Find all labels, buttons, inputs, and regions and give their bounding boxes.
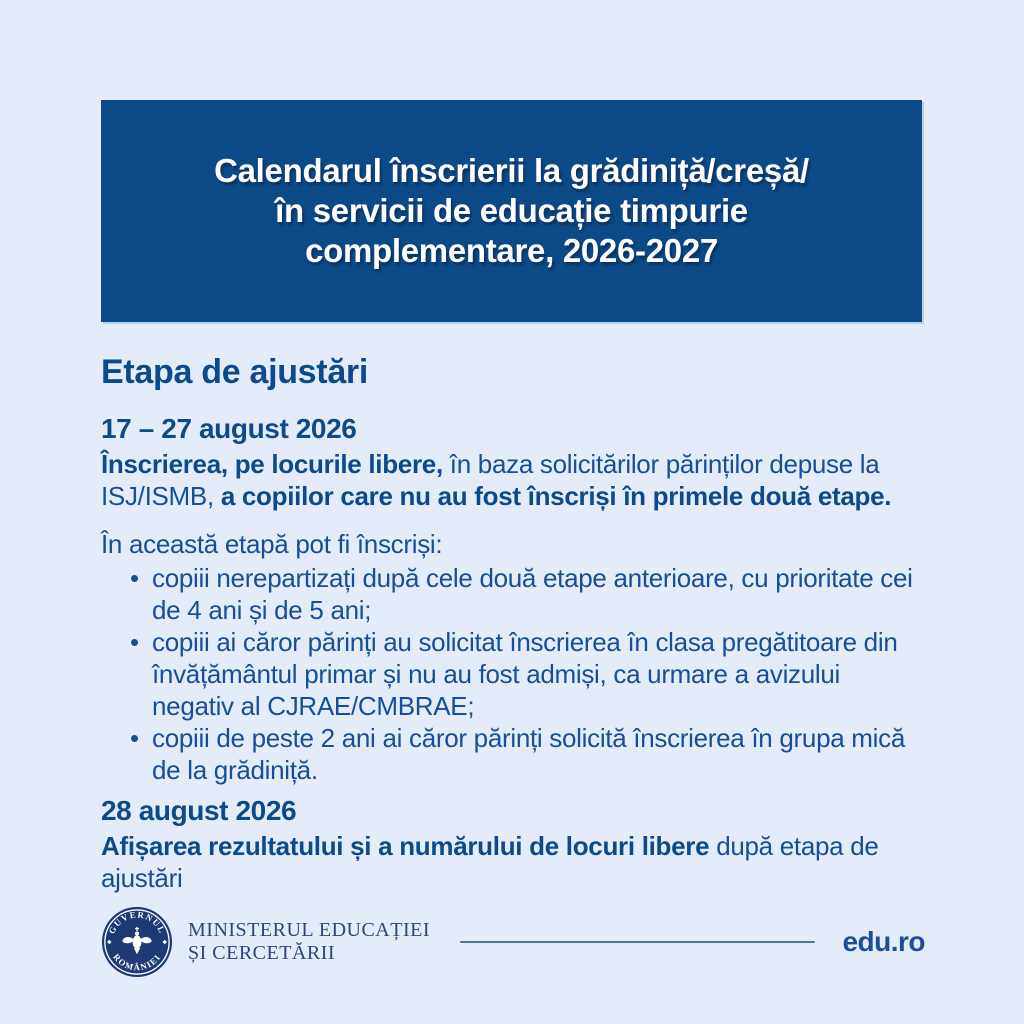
list-item-text: copiii de peste 2 ani ai căror părinți solicită înscrierea în grupa mică de la grădiniță.: [152, 723, 906, 785]
period-2-description-bold: Afișarea rezultatului și a numărului de locuri libere: [101, 831, 710, 861]
list-item: [152, 626, 923, 722]
period-2-description-regular: după etapa de ajustări: [101, 831, 879, 893]
page-title-line: Calendarul înscrierii la grădiniță/creșă/: [214, 152, 809, 189]
section-title: Etapa de ajustări: [101, 353, 368, 391]
seal-bottom-text: ROMÂNIEI: [111, 951, 163, 973]
period-2-section: [101, 794, 923, 894]
divider-line: [460, 941, 815, 944]
list-item-text: copiii ai căror părinți au solicitat înscrierea în clasa pregătitoare din învățământul primar și nu au fost admiși, ca urmare a avizului negativ al CJRAE/CMBRAE;: [152, 627, 898, 721]
period-1-description-regular: în baza solicitărilor părinților depuse la ISJ/ISMB,: [101, 449, 880, 511]
header-banner: [101, 100, 922, 322]
government-seal: [101, 906, 173, 978]
period-2-date: 28 august 2026: [101, 795, 297, 826]
eligibility-list: [101, 562, 923, 786]
period-1-description: [101, 448, 923, 512]
list-item: [152, 722, 923, 786]
period-1-description-bold-2: a copiilor care nu au fost înscriși în primele două etape.: [220, 481, 892, 511]
period-1-description-bold-1: Înscrierea, pe locurile libere,: [101, 449, 443, 479]
page-title-line: complementare, 2026-2027: [305, 232, 718, 269]
page-title-line: în servicii de educație timpurie: [275, 192, 748, 229]
website-link[interactable]: edu.ro: [842, 926, 925, 957]
period-1-section: [101, 412, 923, 786]
ministry-name-line: ȘI CERCETĂRII: [188, 942, 336, 964]
period-2-description: [101, 830, 923, 894]
list-item: [152, 562, 923, 626]
list-item-text: copiii nerepartizați după cele două etape anterioare, cu prioritate cei de 4 ani și de 5 ani;: [152, 563, 913, 625]
main-content: [101, 322, 923, 894]
footer: [101, 903, 925, 981]
seal-top-text: GUVERNUL: [106, 909, 168, 936]
ministry-name: [188, 919, 430, 965]
period-1-date: 17 – 27 august 2026: [101, 413, 357, 444]
eligibility-intro: În această etapă pot fi înscriși:: [101, 529, 443, 559]
ministry-name-line: MINISTERUL EDUCAȚIEI: [188, 919, 431, 941]
